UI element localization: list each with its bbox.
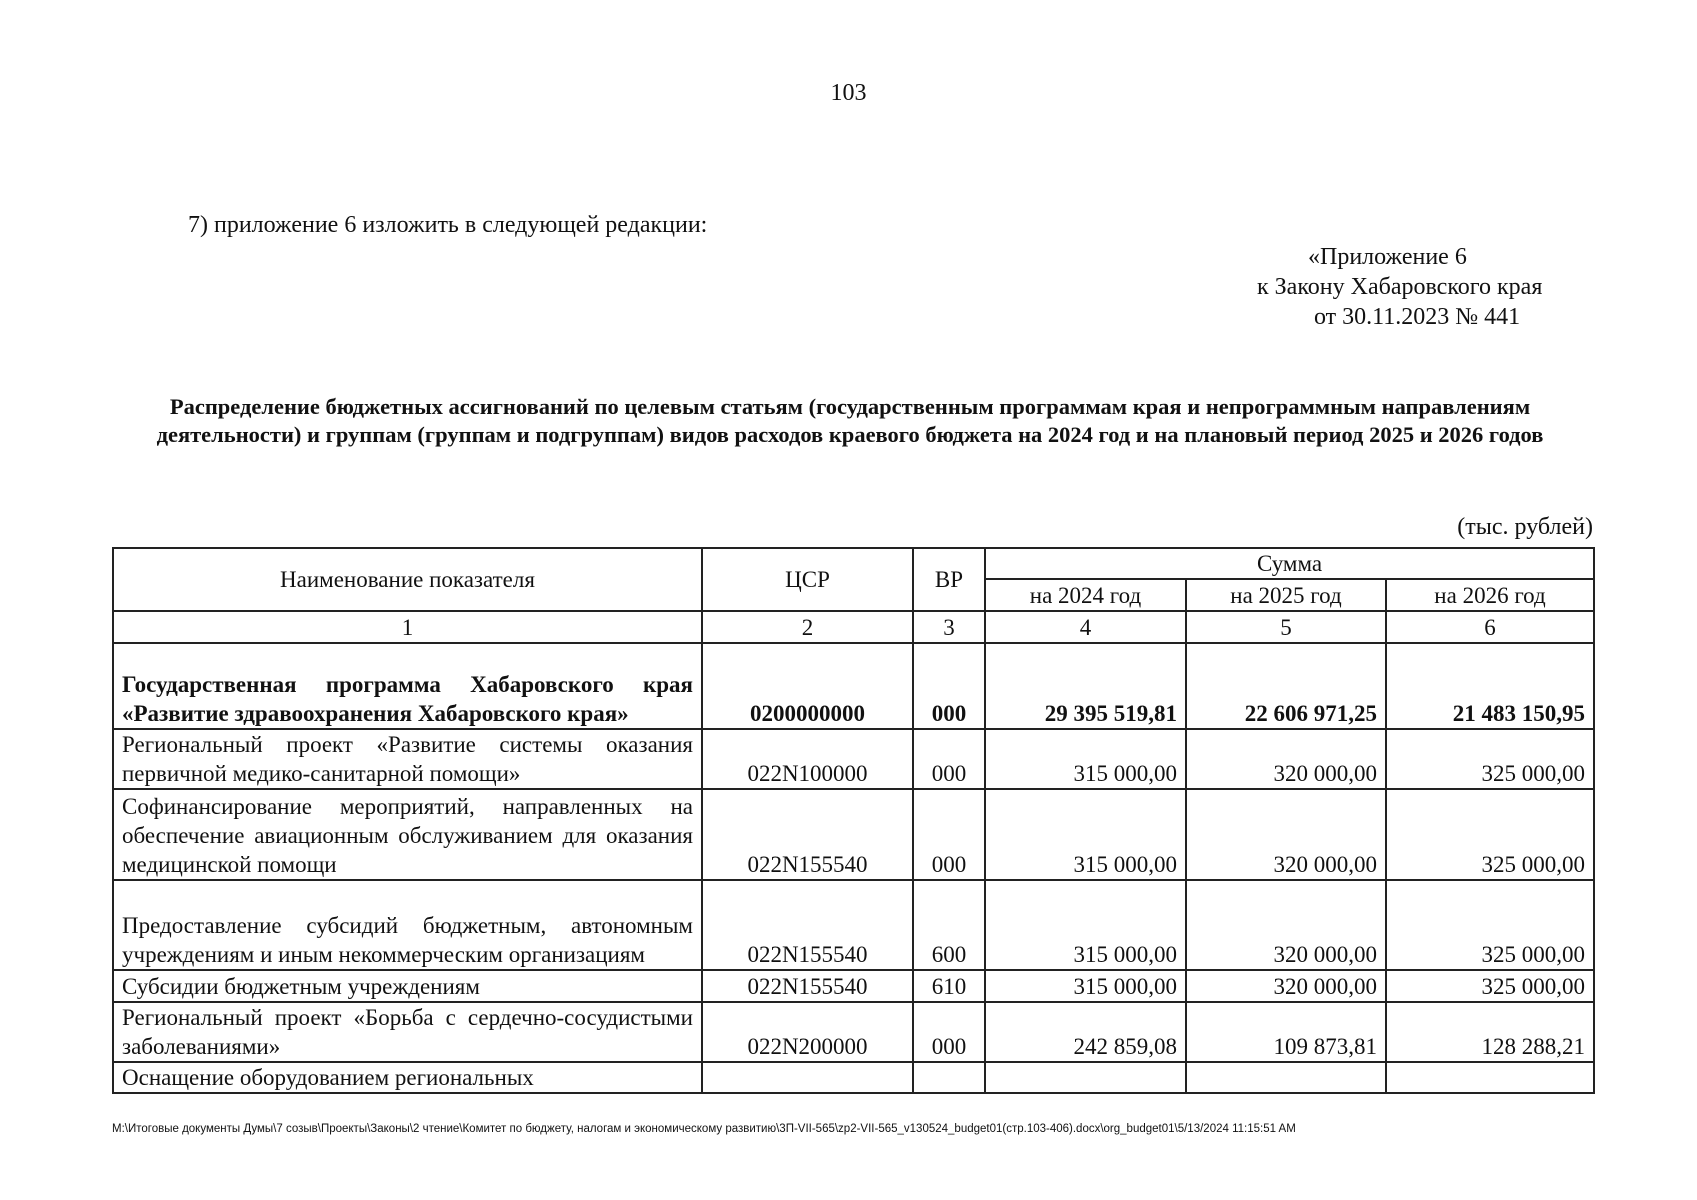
document-title: Распределение бюджетных ассигнований по целевым статьям (государственным программам края и непрограммным направлениям деятельности) и группам (группам и подгруппам) видов расходов краевого бюджета на 2024 год и на плановый период 2025 и 2026 годов xyxy=(156,394,1544,447)
row-vr: 000 xyxy=(913,643,985,729)
column-number: 3 xyxy=(913,611,985,643)
table-row xyxy=(113,970,1594,1002)
column-number: 5 xyxy=(1186,611,1386,643)
appendix-line-2: к Закону Хабаровского края xyxy=(1257,274,1543,300)
row-name: Оснащение оборудованием региональных xyxy=(113,1062,702,1093)
file-path-footer: M:\Итоговые документы Думы\7 созыв\Проекты\Законы\2 чтение\Комитет по бюджету, налогам и экономическому развитию\3П-VII-565\zp2-VII-565_v130524_budget01(стр.103-406).docx\org_budget01\5/13/2024 11:15:51 AM xyxy=(112,1123,1296,1135)
row-csr: 022N100000 xyxy=(702,729,913,789)
table-row xyxy=(113,1062,1594,1093)
row-amount-2026: 128 288,21 xyxy=(1386,1002,1594,1062)
row-vr: 610 xyxy=(913,970,985,1002)
table-row xyxy=(113,729,1594,789)
header-2025: на 2025 год xyxy=(1186,579,1386,611)
row-amount-2025: 320 000,00 xyxy=(1186,729,1386,789)
column-number: 6 xyxy=(1386,611,1594,643)
header-sum: Сумма xyxy=(985,548,1594,579)
column-number: 2 xyxy=(702,611,913,643)
row-amount-2026: 325 000,00 xyxy=(1386,880,1594,970)
row-csr: 022N200000 xyxy=(702,1002,913,1062)
row-csr: 022N155540 xyxy=(702,970,913,1002)
row-vr: 000 xyxy=(913,729,985,789)
row-vr xyxy=(913,1062,985,1093)
row-csr: 022N155540 xyxy=(702,789,913,880)
row-name: Государственная программа Хабаровского края «Развитие здравоохранения Хабаровского края» xyxy=(113,643,702,729)
table-row xyxy=(113,643,1594,729)
row-amount-2024: 29 395 519,81 xyxy=(985,643,1186,729)
header-csr: ЦСР xyxy=(702,548,913,611)
row-name: Региональный проект «Развитие системы оказания первичной медико-санитарной помощи» xyxy=(113,729,702,789)
row-amount-2026: 325 000,00 xyxy=(1386,970,1594,1002)
appendix-line-1: «Приложение 6 xyxy=(1308,244,1467,270)
row-amount-2025: 320 000,00 xyxy=(1186,789,1386,880)
row-amount-2024: 315 000,00 xyxy=(985,789,1186,880)
units-label: (тыс. рублей) xyxy=(1457,514,1593,540)
row-amount-2026 xyxy=(1386,1062,1594,1093)
appendix-reference xyxy=(1180,242,1640,332)
row-amount-2024 xyxy=(985,1062,1186,1093)
budget-table xyxy=(112,547,1595,1094)
header-name: Наименование показателя xyxy=(113,548,702,611)
row-vr: 000 xyxy=(913,789,985,880)
row-amount-2026: 21 483 150,95 xyxy=(1386,643,1594,729)
row-name: Софинансирование мероприятий, направленных на обеспечение авиационным обслуживанием для оказания медицинской помощи xyxy=(113,789,702,880)
row-amount-2026: 325 000,00 xyxy=(1386,729,1594,789)
column-number: 1 xyxy=(113,611,702,643)
row-amount-2024: 315 000,00 xyxy=(985,970,1186,1002)
header-vr: ВР xyxy=(913,548,985,611)
column-number: 4 xyxy=(985,611,1186,643)
table-row xyxy=(113,1002,1594,1062)
row-amount-2026: 325 000,00 xyxy=(1386,789,1594,880)
row-amount-2025: 320 000,00 xyxy=(1186,880,1386,970)
table-row xyxy=(113,789,1594,880)
page-number: 103 xyxy=(830,80,867,106)
row-vr: 000 xyxy=(913,1002,985,1062)
table-row xyxy=(113,880,1594,970)
row-name: Региональный проект «Борьба с сердечно-сосудистыми заболеваниями» xyxy=(113,1002,702,1062)
row-amount-2025: 109 873,81 xyxy=(1186,1002,1386,1062)
header-2026: на 2026 год xyxy=(1386,579,1594,611)
row-name: Субсидии бюджетным учреждениям xyxy=(113,970,702,1002)
row-csr xyxy=(702,1062,913,1093)
row-vr: 600 xyxy=(913,880,985,970)
column-number-row xyxy=(113,611,1594,643)
row-amount-2025 xyxy=(1186,1062,1386,1093)
row-amount-2025: 320 000,00 xyxy=(1186,970,1386,1002)
row-csr: 022N155540 xyxy=(702,880,913,970)
row-amount-2024: 315 000,00 xyxy=(985,729,1186,789)
row-amount-2025: 22 606 971,25 xyxy=(1186,643,1386,729)
row-amount-2024: 242 859,08 xyxy=(985,1002,1186,1062)
row-name: Предоставление субсидий бюджетным, автономным учреждениям и иным некоммерческим организациям xyxy=(113,880,702,970)
header-2024: на 2024 год xyxy=(985,579,1186,611)
intro-text: 7) приложение 6 изложить в следующей редакции: xyxy=(188,212,708,238)
row-csr: 0200000000 xyxy=(702,643,913,729)
appendix-line-3: от 30.11.2023 № 441 xyxy=(1314,304,1521,330)
row-amount-2024: 315 000,00 xyxy=(985,880,1186,970)
